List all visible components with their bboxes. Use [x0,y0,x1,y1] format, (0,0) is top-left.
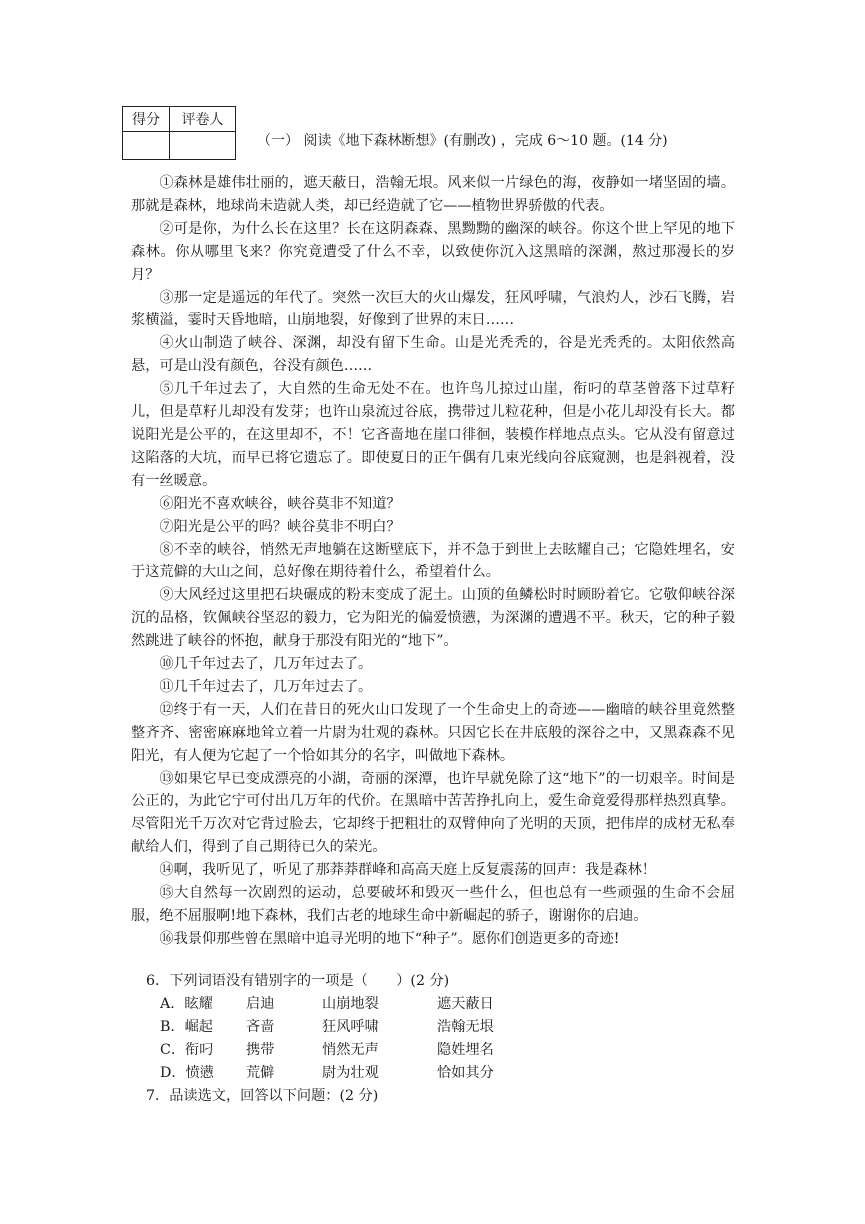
paragraph: ⑮大自然每一次剧烈的运动，总要破坏和毁灭一些什么，但也总有一些顽强的生命不会屈服，绝不屈服啊!地下森林，我们古老的地球生命中新崛起的骄子，谢谢你的启迪。 [131,885,735,924]
paragraph: ⑥阳光不喜欢峡谷，峡谷莫非不知道？ [159,495,401,512]
option-a[interactable] [160,993,706,1016]
score-cell[interactable] [123,132,170,160]
option-word: 携带 [246,1041,275,1058]
option-b[interactable] [160,1016,706,1039]
paragraph: ②可是你，为什么长在这里？长在这阴森森、黑黝黝的幽深的峡谷。你这个世上罕见的地下森林。你从哪里飞来？你究竟遭受了什么不幸，以致使你沉入这黑暗的深渊，熬过那漫长的岁月？ [131,220,735,283]
paragraph: ④火山制造了峡谷、深渊，却没有留下生命。山是光秃秃的，谷是光秃秃的。太阳依然高悬，可是山没有颜色，谷没有颜色…… [131,335,735,375]
questions-section [146,970,706,1107]
section-title: （一） 阅读《地下森林断想》(有删改) ，完成 6～10 题。(14 分) [257,133,668,149]
paragraph: ⑯我景仰那些曾在黑暗中追寻光明的地下“种子”。愿你们创造更多的奇迹! [159,930,620,947]
option-d[interactable] [160,1062,706,1085]
option-c[interactable] [160,1039,706,1062]
option-word: 浩翰无垠 [437,1018,494,1035]
option-word: 吝啬 [246,1018,275,1035]
option-word: 荒僻 [246,1064,275,1081]
paragraph: ⑩几千年过去了，几万年过去了。 [159,656,373,673]
score-table [122,106,236,160]
option-word: 启迪 [246,995,275,1012]
option-word: 恰如其分 [437,1064,494,1081]
score-header: 得分 [123,107,170,132]
grader-header: 评卷人 [170,107,236,132]
paragraph: ⑫终于有一天，人们在昔日的死火山口发现了一个生命史上的奇迹——幽暗的峡谷里竟然整整齐齐、密密麻麻地耸立着一片尉为壮观的森林。只因它长在井底般的深谷之中，又黑森森不见阳光，有人便为它起了一个恰如其分的名字，叫做地下森林。 [131,701,735,764]
paragraph: ①森林是雄伟壮丽的，遮天蔽日，浩翰无垠。风来似一片绿色的海，夜静如一堵坚固的墙。那就是森林，地球尚未造就人类，却已经造就了它——植物世界骄傲的代表。 [131,175,735,214]
option-word: 尉为壮观 [322,1064,379,1081]
option-label: A．眩耀 [160,995,213,1012]
option-word: 遮天蔽日 [437,995,494,1012]
paragraph: ⑧不幸的峡谷，悄然无声地躺在这断壁底下，并不急于到世上去眩耀自己；它隐姓埋名，安于这荒僻的大山之间，总好像在期待着什么，希望着什么。 [131,541,735,581]
option-label: C．衔叼 [160,1041,214,1058]
paragraph: ③那一定是遥远的年代了。突然一次巨大的火山爆发，狂风呼啸，气浪灼人，沙石飞腾，岩浆横溢，霎时天昏地暗，山崩地裂，好像到了世界的末日…… [131,289,735,329]
option-word: 山崩地裂 [322,995,379,1012]
paragraph: ⑬如果它早已变成漂亮的小湖，奇丽的深潭，也许早就免除了这“地下”的一切艰辛。时间是公正的，为此它宁可付出几万年的代价。在黑暗中苦苦挣扎向上，爱生命竟爱得那样热烈真挚。尽管阳光千万次对它背过脸去，它却终于把粗壮的双臂伸向了光明的天顶，把伟岸的成材无私奉献给人们，得到了自己期待已久的荣光。 [131,770,735,856]
paragraph: ⑦阳光是公平的吗？峡谷莫非不明白？ [159,518,401,535]
option-label: B．崛起 [160,1018,213,1035]
question-6-title: 6．下列词语没有错别字的一项是（ ）(2 分) [146,973,450,989]
paragraph: ⑪几千年过去了，几万年过去了。 [159,678,373,695]
paragraph: ⑨大风经过这里把石块碾成的粉末变成了泥土。山顶的鱼鳞松时时顾盼着它。它敬仰峡谷深沉的品格，钦佩峡谷坚忍的毅力，它为阳光的偏爱愤懑，为深渊的遭遇不平。秋天，它的种子毅然跳进了峡谷的怀抱，献身于那没有阳光的“地下”。 [131,587,735,650]
option-word: 隐姓埋名 [437,1041,494,1058]
option-label: D．愤懑 [160,1064,214,1081]
paragraph: ⑤几千年过去了，大自然的生命无处不在。也许鸟儿掠过山崖，衔叼的草茎曾落下过草籽儿，但是草籽儿却没有发芽；也许山泉流过谷底，携带过儿粒花种，但是小花儿却没有长大。都说阳光是公平的，在这里却不，不！它吝啬地在崖口徘徊，装模作样地点点头。它从没有留意过这陷落的大坑，而早已将它遗忘了。即使夏日的正午偶有几束光线向谷底窥测，也是斜视着，没有一丝暖意。 [131,381,735,489]
option-word: 悄然无声 [322,1041,379,1058]
option-word: 狂风呼啸 [322,1018,379,1035]
question-7-title: 7．品读选文，回答以下问题：(2 分) [146,1087,379,1104]
reading-passage [131,172,735,951]
grader-cell[interactable] [170,132,236,160]
paragraph: ⑭啊，我听见了，听见了那莽莽群峰和高高天庭上反复震荡的回声：我是森林！ [159,862,656,879]
